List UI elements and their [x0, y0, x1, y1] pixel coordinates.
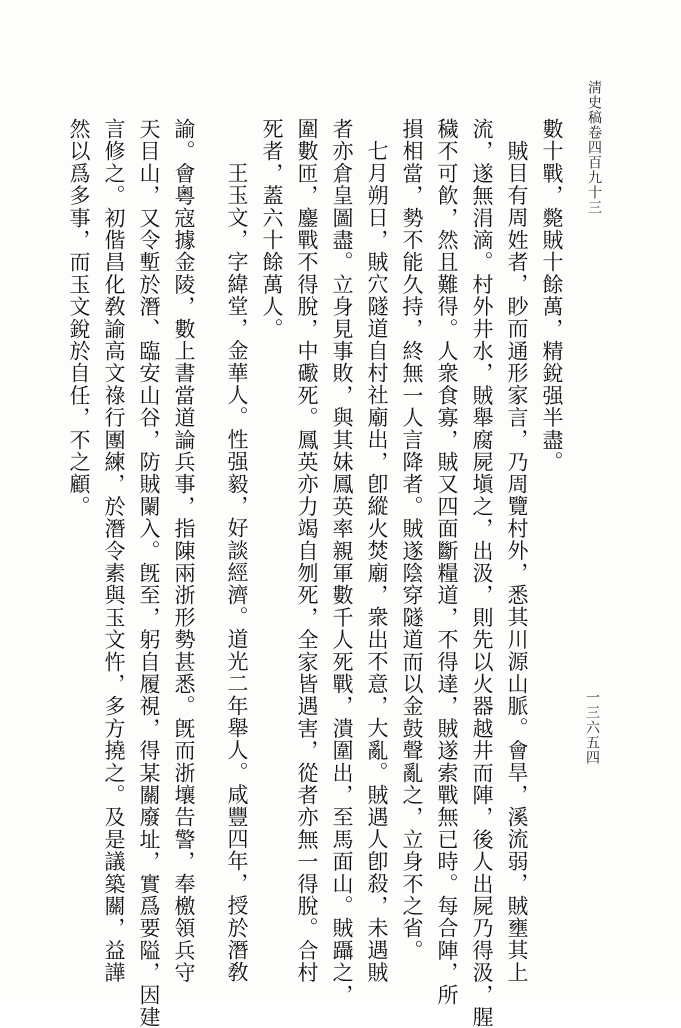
- text-column: 數十戰，斃賊十餘萬，精銳强半盡。: [540, 118, 564, 474]
- text-column: 死者，蓋六十餘萬人。: [260, 118, 284, 340]
- text-column: 損相當，勢不能久持，終無一人言降者。賊遂陰穿隧道而以金鼓聲亂之，立身不之省。: [400, 118, 424, 962]
- body-text: [61, 118, 569, 1028]
- text-column: 然以爲多事，而玉文銳於自任，不之顧。: [67, 118, 91, 518]
- text-column: 諭。會粵寇據金陵，數上書當道論兵事，指陳兩浙形勢甚悉。旣而浙壤告警，奉檄領兵守: [172, 118, 196, 984]
- text-column: 者亦倉皇圖盡。立身見事敗，與其妹鳳英率親軍數千人死戰，潰圍出，至馬面山。賊躡之，: [330, 118, 354, 1006]
- text-column: 流，遂無涓滴。村外井水，賊舉腐屍塡之，出汲，則先以火器越井而陣，後人出屍乃得汲，腥: [470, 118, 494, 1028]
- text-column: 穢不可飮，然且難得。人衆食寡，賊又四面斷糧道，不得達，賊遂索戰無已時。每合陣，所: [435, 118, 459, 1006]
- text-column: 王玉文，字緯堂，金華人。性强毅，好談經濟。道光二年舉人。咸豐四年，授於潛敎: [225, 162, 249, 984]
- text-column: 賊目有周姓者，眇而通形家言，乃周覽村外，悉其川源山脈。會旱，溪流弱，賊壅其上: [505, 140, 529, 984]
- page-number: 一三六五四: [584, 690, 600, 765]
- text-column: 圍數匝，鏖戰不得脫，中礮死。鳳英亦力竭自刎死，全家皆遇害，從者亦無一得脫。合村: [295, 118, 319, 984]
- text-column: 言修之。初偕昌化敎諭高文祿行團練，於潛令素與玉文忤，多方撓之。及是議築關，益譁: [102, 118, 126, 984]
- text-column: 天目山，又令塹於潛、臨安山谷，防賊闌入。旣至，躬自履視，得某關廢址，實爲要隘，因建: [137, 118, 161, 1028]
- text-column: 七月朔日，賊穴隧道自村社廟出，卽縱火焚廟，衆出不意，大亂。賊遇人卽殺，未遇賊: [365, 140, 389, 984]
- running-title: 淸史稿卷四百九十三: [586, 80, 602, 215]
